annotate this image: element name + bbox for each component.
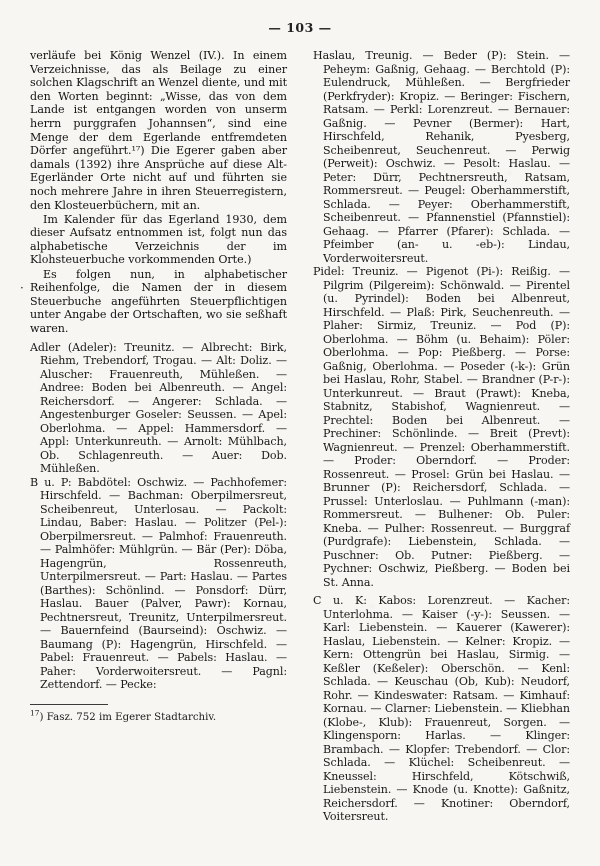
left-column-entries: [30, 341, 287, 692]
footnote-rule: [30, 704, 108, 705]
paragraph: Es folgen nun, in alphabetischer Reihenfolge, die Namen der in diesem Steuerbuche angeführten Steuerpflichtigen unter Angabe der Ortschaften, wo sie seßhaft waren.: [30, 267, 287, 335]
footnote-body: Fasz. 752 im Egerer Stadtarchiv.: [46, 712, 217, 724]
footnote-mark: 17: [30, 708, 40, 718]
left-column-body: [30, 49, 287, 335]
paragraph: Im Kalender für das Egerland 1930, dem dieser Aufsatz entnommen ist, folgt nun das alphabetische Verzeichnis der im Klohsteuerbuche vorkommenden Orte.): [30, 212, 287, 267]
footnote-text: $^{17}$) Fasz. 752 im Egerer Stadtarchiv.: [30, 708, 217, 724]
page-number: — 103 —: [268, 20, 332, 35]
left-column: [20, 49, 287, 724]
paragraph: verläufe bei König Wenzel (IV.). In einem Verzeichnisse, das als Beilage zu einer solchen Klagschrift an Wenzel diente, und mit den Worten beginnt: „Wisse, das von dem Lande ist entgangen worden von unserm herrn purggrafen Johannsen“, sind eine Menge der dem Egerlande entfremdeten Dörfer angeführt.¹⁷) Die Egerer gaben aber damals (1392) ihre Ansprüche auf diese Alt-Egerländer Orte nicht auf und führten sie noch mehrere Jahre in ihren Steuerregistern, den Klosteuerbüchern, mit an.: [30, 49, 287, 212]
entry-block: Haslau, Treunig. — Beder (P): Stein. — Peheym: Gaßnig, Gehaag. — Berchtold (P): Eulendruck, Mühleßen. — Bergfrieder (Perkfryder): Kropiz. — Beringer: Fischern, Ratsam. — Perkl: Lorenzreut. — Bernauer: Gaßnig. — Pevner (Bermer): Hart, Hirschfeld, Rehanik, Pyesberg, Scheibenreut, Seuchenreut. — Perwig (Perweit): Oschwiz. — Pesolt: Haslau. — Peter: Dürr, Pechtnersreuth, Ratsam, Rommersreut. — Peugel: Oberhammerstift, Schlada. — Peyer: Oberhammerstift, Scheibenreut. — Pfannenstiel (Pfannstiel): Gehaag. — Pfarrer (Pfarer): Schlada. — Pfeimber (an- u. -eb-): Lindau, Vorderwoitersreut.: [313, 49, 570, 265]
entry-block: B u. P: Babdötel: Oschwiz. — Pachhofemer: Hirschfeld. — Bachman: Oberpilmersreut, Scheibenreut, Unterlosau. — Packolt: Lindau, Baber: Haslau. — Politzer (Pel-): Oberpilmersreut. — Palmhof: Frauenreuth. — Palmhöfer: Mühlgrün. — Bär (Per): Döba, Hagengrün, Rossenreuth, Unterpilmersreut. — Part: Haslau. — Partes (Barthes): Schönlind. — Ponsdorf: Dürr, Haslau. Bauer (Palver, Pawr): Kornau, Pechtnersreut, Treunitz, Unterpilmersreut. — Bauernfeind (Baurseind): Oschwiz. — Baumang (P): Hagengrün, Hirschfeld. — Pabel: Frauenreut. — Pabels: Haslau. — Paher: Vorderwoitersreut. — Pagnl: Zettendorf. — Pecke:: [30, 475, 287, 692]
entry-block: Pidel: Treuniz. — Pigenot (Pi-): Reißig. — Pilgrim (Pilgereim): Schönwald. — Pirentel (u. Pyrindel): Boden bei Albenreut, Hirschfeld. — Plaß: Pirk, Seuchenreuth. — Plaher: Sirmiz, Treuniz. — Pod (P): Oberlohma. — Böhm (u. Behaim): Pöler: Oberlohma. — Pop: Pießberg. — Porse: Gaßnig, Oberlohma. — Poseder (-k-): Grün bei Haslau, Rohr, Stabel. — Brandner (P-r-): Unterkunreut. — Braut (Prawt): Kneba, Stabnitz, Stabishof, Wagnienreut. — Prechtel: Boden bei Albenreut. — Prechiner: Schönlinde. — Breit (Prevt): Wagnienreut. — Prenzel: Oberhammerstift. — Proder: Oberndorf. — Proder: Rossenreut. — Prosel: Grün bei Haslau. — Brunner (P): Reichersdorf, Schlada. — Prussel: Unterloslau. — Puhlmann (-man): Rommersreut. — Bulhener: Ob. Puler: Kneba. — Pulher: Rossenreut. — Burggraf (Purdgrafe): Liebenstein, Schlada. — Puschner: Ob. Putner: Pießberg. — Pychner: Oschwiz, Pießberg. — Boden bei St. Anna.: [313, 265, 570, 589]
margin-mark: ·: [20, 281, 24, 295]
entry-block: C u. K: Kabos: Lorenzreut. — Kacher: Unterlohma. — Kaiser (-y-): Seussen. — Karl: Liebenstein. — Kauerer (Kawerer): Haslau, Liebenstein. — Kelner: Kropiz. — Kern: Ottengrün bei Haslau, Sirmig. — Keßler (Keßeler): Oberschön. — Kenl: Schlada. — Keuschau (Ob, Kub): Neudorf, Rohr. — Kindeswater: Ratsam. — Kimhauf: Kornau. — Clarner: Liebenstein. — Kliebhan (Klobe-, Klub): Frauenreut, Sorgen. — Klingensporn: Harlas. — Klinger: Brambach. — Klopfer: Trebendorf. — Clor: Schlada. — Klüchel: Scheibenreut. — Kneussel: Hirschfeld, Kötschwiß, Liebenstein. — Knode (u. Knotte): Gaßnitz, Reichersdorf. — Knotiner: Oberndorf, Voitersreut.: [313, 594, 570, 823]
right-column-entries: [313, 49, 570, 824]
two-column-layout: [20, 49, 570, 824]
entry-block: Adler (Adeler): Treunitz. — Albrecht: Birk, Riehm, Trebendorf, Trogau. — Alt: Doliz. — Aluscher: Frauenreuth, Mühleßen. — Andree: Boden bei Albenreuth. — Angel: Reichersdorf. — Angerer: Schlada. — Angestenburger Goseler: Seussen. — Apel: Oberlohma. — Appel: Hammersdorf. — Appl: Unterkunreuth. — Arnolt: Mühlbach, Ob. Schlagenreuth. — Auer: Dob. Mühleßen.: [30, 340, 287, 476]
right-column: [313, 49, 570, 824]
footnote: [30, 698, 287, 724]
